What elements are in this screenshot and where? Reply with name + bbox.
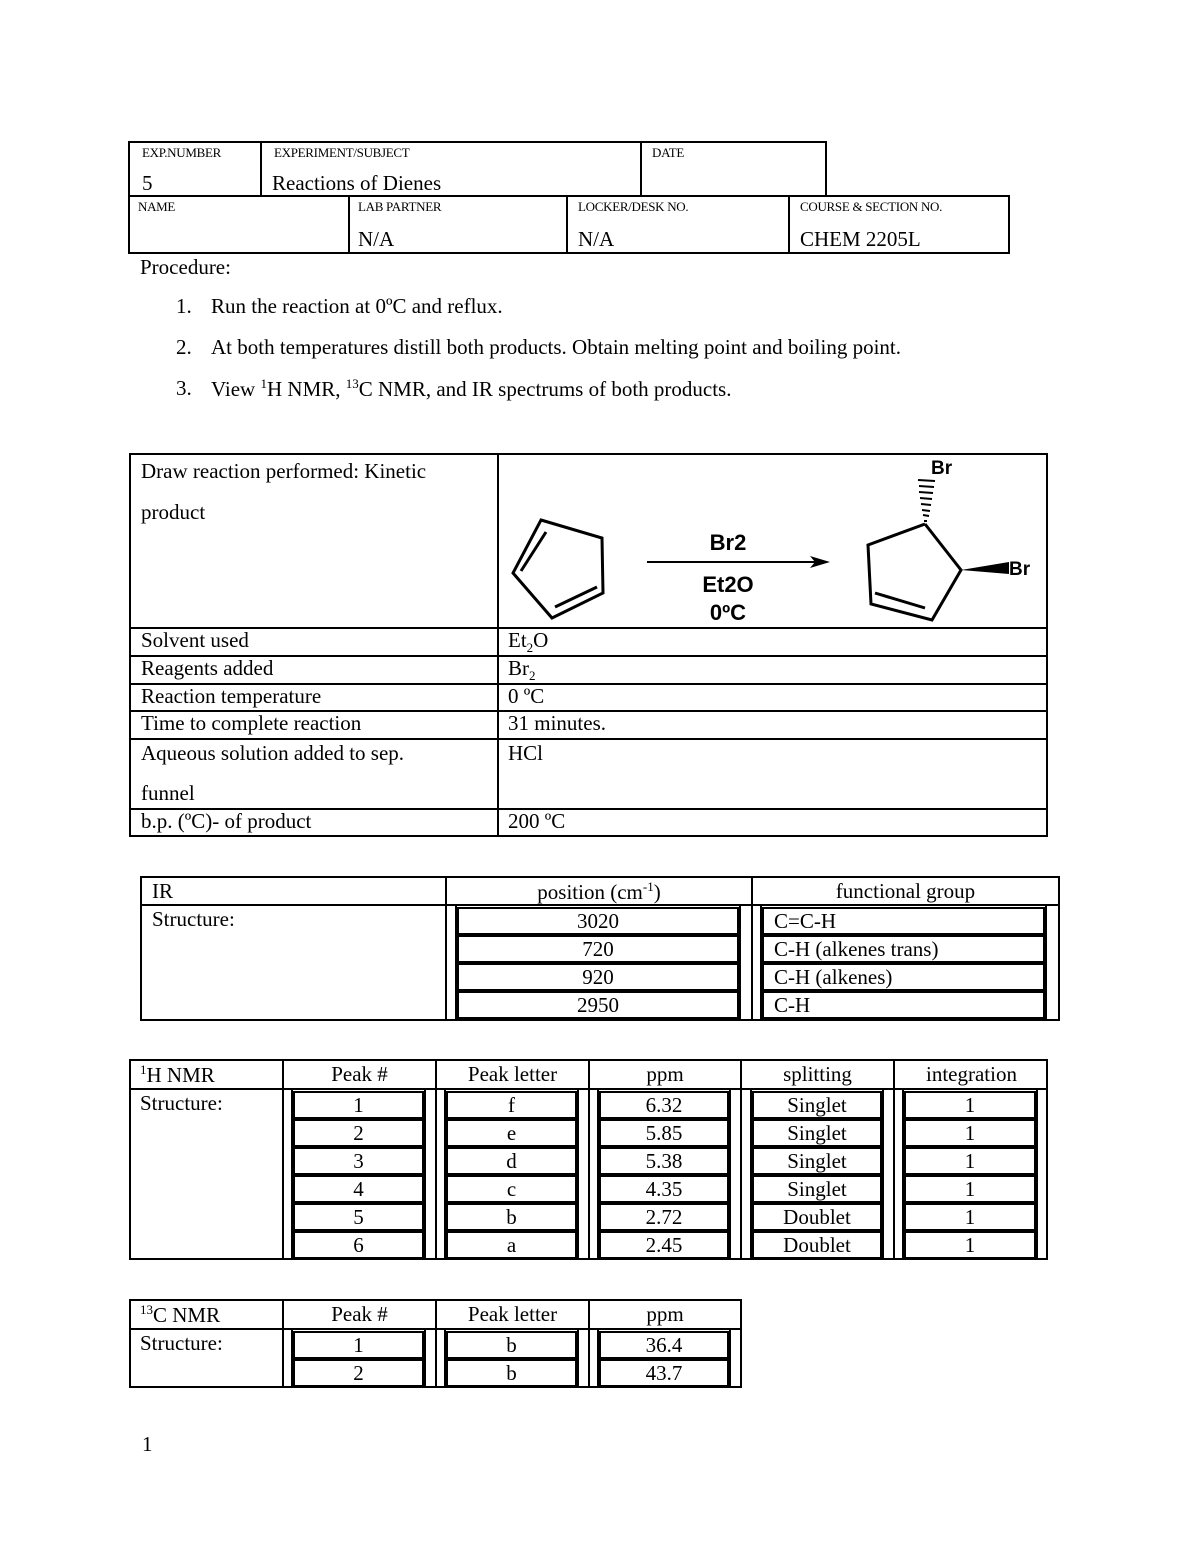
reaction-scheme bbox=[497, 455, 1046, 627]
cnmr-header-ppm: ppm bbox=[646, 1302, 684, 1326]
hnmr-integration-2: 1 bbox=[904, 1119, 1036, 1147]
hnmr-ppm-5: 2.72 bbox=[599, 1203, 729, 1231]
hnmr-col-div-2 bbox=[435, 1059, 437, 1260]
course-value: CHEM 2205L bbox=[800, 227, 921, 251]
locker-cell bbox=[566, 195, 790, 254]
time-value-cell bbox=[497, 710, 1048, 740]
reagents-value-cell bbox=[497, 655, 1048, 685]
subject-value: Reactions of Dienes bbox=[272, 171, 442, 195]
reaction-prompt-line1: Draw reaction performed: Kinetic bbox=[141, 459, 427, 483]
solid-wedge bbox=[961, 562, 1009, 574]
aqueous-label-line1: Aqueous solution added to sep. bbox=[141, 741, 405, 765]
hnmr-structure-label: Structure: bbox=[140, 1091, 223, 1115]
hnmr-integration-4: 1 bbox=[904, 1175, 1036, 1203]
hnmr-peak-5: 5 bbox=[293, 1203, 424, 1231]
hnmr-header-title: $^1$H NMR bbox=[140, 1062, 215, 1087]
hnmr-splitting-3: Singlet bbox=[752, 1147, 882, 1175]
hnmr-peak-4: 4 bbox=[293, 1175, 424, 1203]
hnmr-peak-2: 2 bbox=[293, 1119, 424, 1147]
solvent-label: Solvent used bbox=[141, 628, 249, 652]
name-label: NAME bbox=[138, 199, 176, 214]
hnmr-col-div-5 bbox=[893, 1059, 895, 1260]
course-cell bbox=[788, 195, 1010, 254]
hnmr-header-letter: Peak letter bbox=[467, 1062, 558, 1086]
locker-label: LOCKER/DESK NO. bbox=[578, 199, 689, 214]
temperature-value: 0 ºC bbox=[508, 684, 545, 708]
locker-value: N/A bbox=[578, 227, 615, 251]
course-label: COURSE & SECTION NO. bbox=[800, 199, 943, 214]
ir-group-1: C=C-H bbox=[762, 907, 1045, 935]
cnmr-peak-2: 2 bbox=[293, 1359, 424, 1387]
cnmr-ppm-1: 36.4 bbox=[599, 1331, 729, 1359]
step3-pre: View bbox=[211, 377, 261, 401]
hnmr-col-div-4 bbox=[740, 1059, 742, 1260]
hashed-wedge bbox=[918, 480, 935, 521]
ir-group-4: C-H bbox=[762, 991, 1045, 1019]
partner-label: LAB PARTNER bbox=[358, 199, 442, 214]
bp-label: b.p. (ºC)- of product bbox=[141, 809, 312, 833]
bp-value-cell bbox=[497, 808, 1048, 837]
procedure-title: Procedure: bbox=[140, 255, 231, 279]
ir-header-position: position $(cm^{-1})$ bbox=[537, 879, 661, 904]
step3-sup2: 13 bbox=[345, 376, 359, 391]
hnmr-splitting-4: Singlet bbox=[752, 1175, 882, 1203]
arrow-top-label: Br2 bbox=[709, 530, 747, 555]
hnmr-ppm-6: 2.45 bbox=[599, 1231, 729, 1259]
time-label: Time to complete reaction bbox=[141, 711, 362, 735]
ir-header-group: functional group bbox=[835, 879, 976, 903]
step3-mid2: C NMR, and IR spectrums of both products. bbox=[358, 377, 732, 401]
reagents-label-cell bbox=[129, 655, 499, 685]
ir-structure-label: Structure: bbox=[152, 907, 235, 931]
cnmr-ppm-2: 43.7 bbox=[599, 1359, 729, 1387]
hnmr-splitting-1: Singlet bbox=[752, 1091, 882, 1119]
hnmr-peak-6: 6 bbox=[293, 1231, 424, 1259]
cnmr-header-peak: Peak # bbox=[331, 1302, 388, 1326]
temperature-label: Reaction temperature bbox=[141, 684, 322, 708]
hnmr-peak-3: 3 bbox=[293, 1147, 424, 1175]
arrow-bottom-label-2: 0ºC bbox=[709, 600, 747, 625]
ir-header-ir: IR bbox=[152, 879, 173, 903]
hnmr-letter-5: b bbox=[446, 1203, 577, 1231]
hnmr-splitting-2: Singlet bbox=[752, 1119, 882, 1147]
hnmr-integration-3: 1 bbox=[904, 1147, 1036, 1175]
name-cell bbox=[128, 195, 350, 254]
ir-pos-4: 2950 bbox=[457, 991, 739, 1019]
cnmr-letter-2: b bbox=[446, 1359, 577, 1387]
solvent-label-cell bbox=[129, 627, 499, 657]
reaction-prompt-line2: product bbox=[141, 500, 206, 524]
exp-number-label: EXP.NUMBER bbox=[142, 145, 221, 160]
hnmr-header-peak: Peak # bbox=[331, 1062, 388, 1086]
ir-pos-1: 3020 bbox=[457, 907, 739, 935]
hnmr-letter-6: a bbox=[446, 1231, 577, 1259]
hnmr-header-splitting: splitting bbox=[783, 1062, 852, 1086]
hnmr-letter-3: d bbox=[446, 1147, 577, 1175]
hnmr-header-integration: integration bbox=[926, 1062, 1017, 1086]
aqueous-label-cell bbox=[129, 738, 499, 810]
cnmr-letter-1: b bbox=[446, 1331, 577, 1359]
procedure-step-3-num: 3. bbox=[176, 376, 192, 400]
hnmr-ppm-1: 6.32 bbox=[599, 1091, 729, 1119]
procedure-step-2: At both temperatures distill both products. Obtain melting point and boiling point. bbox=[211, 335, 902, 359]
hnmr-peak-1: 1 bbox=[293, 1091, 424, 1119]
time-value: 31 minutes. bbox=[508, 711, 606, 735]
hnmr-ppm-2: 5.85 bbox=[599, 1119, 729, 1147]
procedure-step-1: Run the reaction at 0ºC and reflux. bbox=[211, 294, 503, 318]
arrow-bottom-label-1: Et2O bbox=[702, 572, 754, 597]
hnmr-letter-1: f bbox=[446, 1091, 577, 1119]
reaction-prompt-cell bbox=[129, 453, 499, 629]
partner-value: N/A bbox=[358, 227, 395, 251]
procedure-step-2-num: 2. bbox=[176, 335, 192, 359]
aqueous-value-cell bbox=[497, 738, 1048, 810]
reagents-value: $Br_2$ bbox=[508, 656, 536, 684]
hnmr-header-ppm: ppm bbox=[646, 1062, 684, 1086]
time-label-cell bbox=[129, 710, 499, 740]
hnmr-splitting-5: Doublet bbox=[752, 1203, 882, 1231]
subject-cell bbox=[260, 141, 642, 197]
bp-label-cell bbox=[129, 808, 499, 837]
reagents-label: Reagents added bbox=[141, 656, 274, 680]
solvent-value: $Et_2O$ bbox=[508, 628, 549, 656]
cyclopentadiene-structure bbox=[513, 520, 603, 618]
temperature-label-cell bbox=[129, 683, 499, 712]
cnmr-structure-label: Structure: bbox=[140, 1331, 223, 1355]
br-label-top: Br bbox=[931, 458, 953, 479]
hnmr-splitting-6: Doublet bbox=[752, 1231, 882, 1259]
ir-pos-2: 720 bbox=[457, 935, 739, 963]
subject-label: EXPERIMENT/SUBJECT bbox=[274, 145, 410, 160]
hnmr-col-div-1 bbox=[282, 1059, 284, 1260]
hnmr-integration-1: 1 bbox=[904, 1091, 1036, 1119]
hnmr-letter-2: e bbox=[446, 1119, 577, 1147]
aqueous-value: HCl bbox=[508, 741, 544, 765]
ir-pos-3: 920 bbox=[457, 963, 739, 991]
ir-group-2: C-H (alkenes trans) bbox=[762, 935, 1045, 963]
hnmr-integration-5: 1 bbox=[904, 1203, 1036, 1231]
procedure-step-1-num: 1. bbox=[176, 294, 192, 318]
hnmr-ppm-4: 4.35 bbox=[599, 1175, 729, 1203]
cnmr-peak-1: 1 bbox=[293, 1331, 424, 1359]
step3-mid1: H NMR, bbox=[266, 377, 346, 401]
date-label: DATE bbox=[652, 145, 685, 160]
temperature-value-cell bbox=[497, 683, 1048, 712]
cnmr-header-title: $^{13}$C NMR bbox=[140, 1302, 221, 1327]
page-number: 1 bbox=[142, 1432, 153, 1456]
aqueous-label-line2: funnel bbox=[141, 781, 195, 805]
hnmr-ppm-3: 5.38 bbox=[599, 1147, 729, 1175]
exp-number-value: 5 bbox=[142, 171, 153, 195]
hnmr-letter-4: c bbox=[446, 1175, 577, 1203]
cnmr-header-letter: Peak letter bbox=[467, 1302, 558, 1326]
partner-cell bbox=[348, 195, 568, 254]
br-label-right: Br bbox=[1009, 559, 1031, 580]
date-cell bbox=[640, 141, 827, 197]
ir-group-3: C-H (alkenes) bbox=[762, 963, 1045, 991]
reaction-drawing-cell bbox=[497, 453, 1048, 629]
hnmr-integration-6: 1 bbox=[904, 1231, 1036, 1259]
exp-number-cell bbox=[128, 141, 262, 197]
solvent-value-cell bbox=[497, 627, 1048, 657]
step3-sup1: 1 bbox=[260, 376, 267, 391]
procedure-step-3 bbox=[211, 376, 731, 402]
hnmr-col-div-3 bbox=[588, 1059, 590, 1260]
dibromocyclopentene-structure bbox=[868, 524, 961, 620]
bp-value: 200 ºC bbox=[508, 809, 566, 833]
